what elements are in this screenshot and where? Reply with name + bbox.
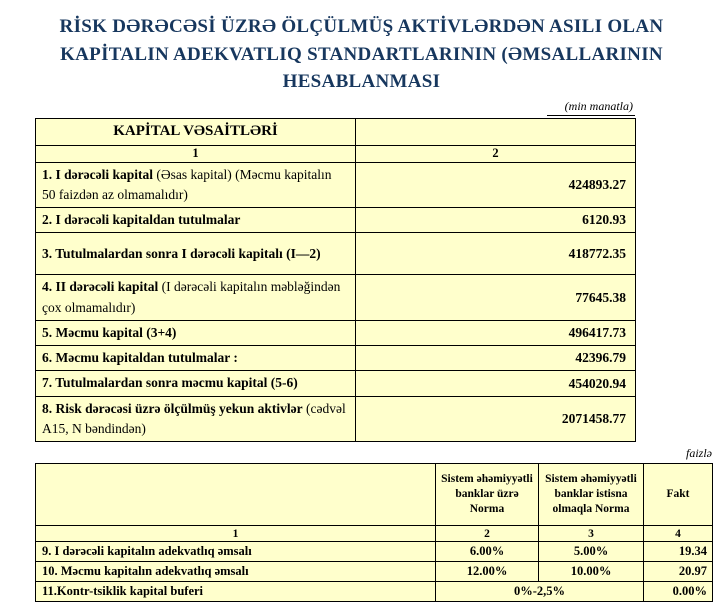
row-label: 5. Məcmu kapital (3+4) bbox=[36, 320, 356, 345]
row-value: 42396.79 bbox=[356, 346, 636, 371]
table-row bbox=[36, 275, 636, 321]
table-row bbox=[36, 542, 713, 562]
document-page bbox=[0, 13, 723, 602]
row-value: 424893.27 bbox=[356, 162, 636, 208]
colnum-cell: 3 bbox=[539, 526, 644, 542]
ratios-header-sys-norma: Sistem əhəmiyyətli banklar üzrə Norma bbox=[436, 464, 539, 526]
row-value: 6120.93 bbox=[356, 208, 636, 233]
row-value: 2071458.77 bbox=[356, 396, 636, 442]
capital-table-colnum-row bbox=[36, 145, 636, 162]
colnum-cell: 2 bbox=[436, 526, 539, 542]
ratios-table-header-row bbox=[36, 464, 713, 526]
table-row bbox=[36, 371, 636, 396]
row-fakt: 19.34 bbox=[644, 542, 713, 562]
colnum-cell: 1 bbox=[36, 526, 436, 542]
row-value: 418772.35 bbox=[356, 233, 636, 275]
capital-table-header-empty-cell bbox=[356, 118, 636, 145]
row-label: 11.Kontr-tsiklik kapital buferi bbox=[36, 582, 436, 602]
title-line-2: KAPİTALIN ADEKVATLIQ STANDARTLARININ (ƏMSALLARININ bbox=[60, 43, 663, 65]
currency-unit-note: (min manatla) bbox=[35, 99, 635, 116]
row-label: 1. I dərəcəli kapital (Əsas kapital) (Məcmu kapitalın 50 faizdən az olmamalıdır) bbox=[36, 162, 356, 208]
capital-table bbox=[35, 118, 636, 443]
row-label: 4. II dərəcəli kapital (I dərəcəli kapitalın məbləğindən çox olmamalıdır) bbox=[36, 275, 356, 321]
row-norma-ex: 10.00% bbox=[539, 562, 644, 582]
ratios-header-fakt: Fakt bbox=[644, 464, 713, 526]
capital-table-title-cell: KAPİTAL VƏSAİTLƏRİ bbox=[36, 118, 356, 145]
row-label: 10. Məcmu kapitalın adekvatlıq əmsalı bbox=[36, 562, 436, 582]
ratios-table bbox=[35, 463, 713, 602]
colnum-cell: 1 bbox=[36, 145, 356, 162]
table-row bbox=[36, 233, 636, 275]
row-label: 2. I dərəcəli kapitaldan tutulmalar bbox=[36, 208, 356, 233]
row-label: 7. Tutulmalardan sonra məcmu kapital (5-6) bbox=[36, 371, 356, 396]
ratios-table-colnum-row bbox=[36, 526, 713, 542]
row-norma-ex: 5.00% bbox=[539, 542, 644, 562]
title-line-3: HESABLANMASI bbox=[282, 71, 441, 93]
row-fakt: 0.00% bbox=[644, 582, 713, 602]
row-norma-sys: 12.00% bbox=[436, 562, 539, 582]
colnum-cell: 2 bbox=[356, 145, 636, 162]
row-fakt: 20.97 bbox=[644, 562, 713, 582]
table-row bbox=[36, 582, 713, 602]
table-row bbox=[36, 320, 636, 345]
table-row bbox=[36, 562, 713, 582]
row-label: 3. Tutulmalardan sonra I dərəcəli kapitalı (I—2) bbox=[36, 233, 356, 275]
row-label: 9. I dərəcəli kapitalın adekvatlıq əmsalı bbox=[36, 542, 436, 562]
row-value: 77645.38 bbox=[356, 275, 636, 321]
row-value: 496417.73 bbox=[356, 320, 636, 345]
percent-unit-note: faizlə bbox=[686, 446, 712, 461]
colnum-cell: 4 bbox=[644, 526, 713, 542]
row-norma-sys: 6.00% bbox=[436, 542, 539, 562]
document-title bbox=[18, 13, 705, 96]
capital-table-header-row bbox=[36, 118, 636, 145]
ratios-header-ex-norma: Sistem əhəmiyyətli banklar istisna olmaqla Norma bbox=[539, 464, 644, 526]
table-row bbox=[36, 346, 636, 371]
row-label: 6. Məcmu kapitaldan tutulmalar : bbox=[36, 346, 356, 371]
title-line-1: RİSK DƏRƏCƏSİ ÜZRƏ ÖLÇÜLMÜŞ AKTİVLƏRDƏN ASILI OLAN bbox=[59, 16, 664, 37]
ratios-header-empty-cell bbox=[36, 464, 436, 526]
row-value: 454020.94 bbox=[356, 371, 636, 396]
table-row bbox=[36, 208, 636, 233]
row-buffer-range: 0%-2,5% bbox=[436, 582, 644, 602]
table-row bbox=[36, 162, 636, 208]
row-label: 8. Risk dərəcəsi üzrə ölçülmüş yekun aktivlər (cədvəl A15, N bəndindən) bbox=[36, 396, 356, 442]
table-row bbox=[36, 396, 636, 442]
